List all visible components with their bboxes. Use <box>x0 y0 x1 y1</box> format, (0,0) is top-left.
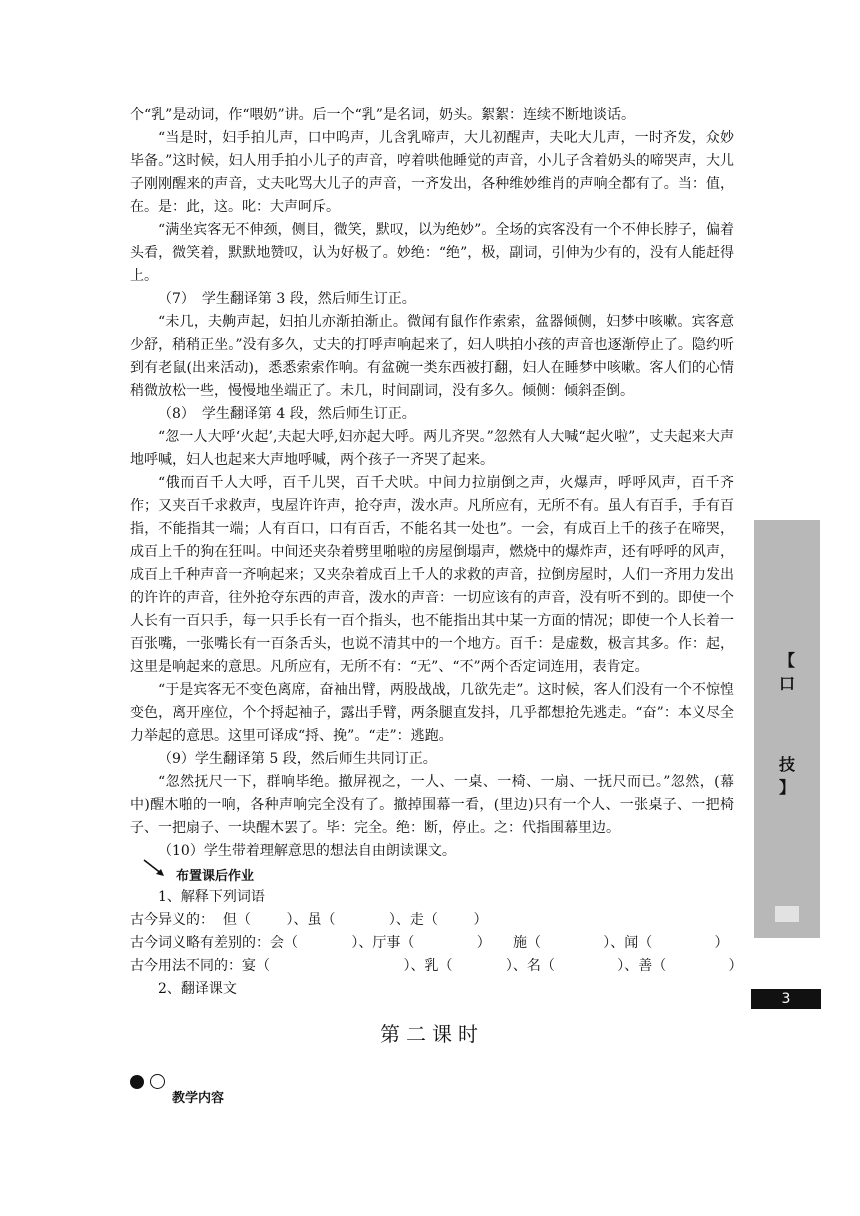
step-heading: （8） 学生翻译第 4 段，然后师生订正。 <box>158 406 416 422</box>
homework-heading <box>142 863 734 886</box>
empty-circle-icon <box>150 1074 165 1089</box>
step-heading: （9）学生翻译第 5 段，然后师生共同订正。 <box>158 751 437 767</box>
teaching-content-title: 教学内容 <box>172 1091 225 1106</box>
paragraph: “未几，夫齁声起，妇拍儿亦渐拍渐止。微闻有鼠作作索索，盆器倾侧，妇梦中咳嗽。宾客意少舒，稍稍正坐。”没有多久，丈夫的打呼声响起来了，妇人哄拍小孩的声音也逐渐停止了。隐约听到有老鼠(出来活动)，悉悉索索作响。有盆碗一类东西被打翻，妇人在睡梦中咳嗽。客人们的心情稍微放松一些，慢慢地坐端正了。未几，时间副词，没有多久。倾侧：倾斜歪倒。 <box>130 314 734 399</box>
bullet-marks <box>130 1074 165 1089</box>
side-tab <box>754 520 820 938</box>
paragraph: “当是时，妇手拍儿声，口中呜声，儿含乳啼声，大儿初醒声，夫叱大儿声，一时齐发，众妙毕备。”这时候，妇人用手拍小儿子的声音，哼着哄他睡觉的声音，小儿子含着奶头的啼哭声，大儿子刚刚醒来的声音，丈夫叱骂大儿子的声音，一齐发出，各种维妙维肖的声响全都有了。当：值，在。是：此，这。叱：大声呵斥。 <box>130 130 734 215</box>
exercise-row: 古今词义略有差别的：会（ ）、厅事（ ） 施（ ）、闻（ ） <box>130 935 729 951</box>
paragraph: “忽一人大呼‘火起’,夫起大呼,妇亦起大呼。两儿齐哭。”忽然有人大喊“起火啦”，丈夫起来大声地呼喊，妇人也起来大声地呼喊，两个孩子一齐哭了起来。 <box>130 429 734 468</box>
step-heading: （10）学生带着理解意思的想法自由朗读课文。 <box>158 843 456 859</box>
page-number: 3 <box>751 989 821 1009</box>
tab-marker <box>775 906 799 922</box>
homework-item: 2、翻译课文 <box>158 981 237 997</box>
side-tab-label-top: 【 口 <box>778 651 795 693</box>
section-title: 第二课时 <box>380 1022 484 1046</box>
filled-circle-icon <box>130 1075 144 1089</box>
paragraph: 个“乳”是动词，作“喂奶”讲。后一个“乳”是名词，奶头。絮絮：连续不断地谈话。 <box>130 107 635 123</box>
paragraph: “满坐宾客无不伸颈，侧目，微笑，默叹，以为绝妙”。全场的宾客没有一个不伸长脖子，偏着头看，微笑着，默默地赞叹，认为好极了。妙绝：“绝”，极，副词，引伸为少有的，没有人能赶得上。 <box>130 222 734 284</box>
step-heading: （7） 学生翻译第 3 段，然后师生订正。 <box>158 291 416 307</box>
exercise-row: 古今用法不同的：宴（ ）、乳（ ）、名（ ）、善（ ） <box>130 958 743 974</box>
exercise-row: 古今异义的： 但（ ）、虽（ ）、走（ ） <box>130 912 488 928</box>
homework-item: 1、解释下列词语 <box>158 889 265 905</box>
paragraph: “于是宾客无不变色离席，奋袖出臂，两股战战，几欲先走”。这时候，客人们没有一个不惊惶变色，离开座位，个个捋起袖子，露出手臂，两条腿直发抖，几乎都想抢先逃走。“奋”：本义尽全力举起的意思。这里可译成“捋、挽”。“走”：逃跑。 <box>130 682 734 744</box>
main-content <box>130 104 743 1049</box>
side-tab-label-bottom: 技 】 <box>778 755 795 797</box>
homework-title: 布置课后作业 <box>176 869 255 884</box>
arrow-icon <box>142 858 168 880</box>
paragraph: “忽然抚尺一下，群响毕绝。撤屏视之，一人、一桌、一椅、一扇、一抚尺而已。”忽然，(幕中)醒木啪的一响，各种声响完全没有了。撤掉围幕一看，(里边)只有一个人、一张桌子、一把椅子、一把扇子、一块醒木罢了。毕：完全。绝：断，停止。之：代指围幕里边。 <box>130 774 734 836</box>
paragraph: “俄而百千人大呼，百千儿哭，百千犬吠。中间力拉崩倒之声，火爆声，呼呼风声，百千齐作；又夹百千求救声，曳屋许许声，抢夺声，泼水声。凡所应有，无所不有。虽人有百手，手有百指，不能指其一端；人有百口，口有百舌，不能名其一处也”。一会，有成百上千的孩子在啼哭，成百上千的狗在狂叫。中间还夹杂着劈里啪啦的房屋倒塌声，燃烧中的爆炸声，还有呼呼的风声，成百上千种声音一齐响起来；又夹杂着成百上千人的求救的声音，拉倒房屋时，人们一齐用力发出的许许的声音，往外抢夺东西的声音，泼水的声音：一切应该有的声音，没有听不到的。即使一个人长有一百只手，每一只手长有一百个指头，也不能指出其中某一方面的情况；即使一个人长着一百张嘴，一张嘴长有一百条舌头，也说不清其中的一个地方。百千：是虚数，极言其多。作：起，这里是响起来的意思。凡所应有，无所不有：“无”、“不”两个否定词连用，表肯定。 <box>130 475 734 675</box>
